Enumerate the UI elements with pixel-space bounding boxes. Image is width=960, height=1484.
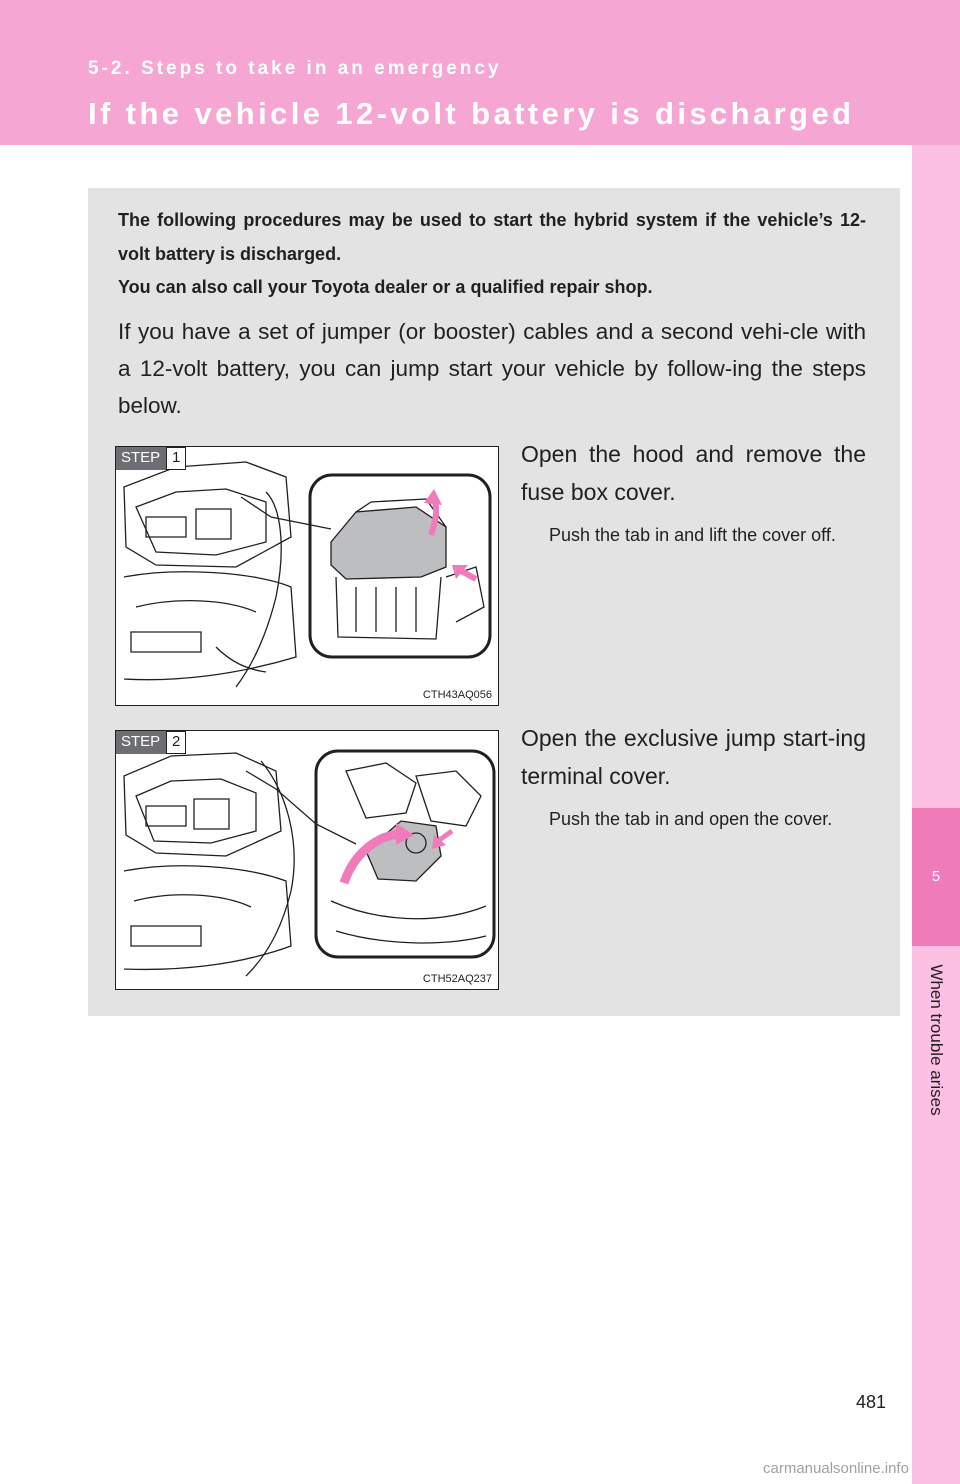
- page-title: If the vehicle 12-volt battery is discharged: [88, 96, 855, 131]
- step-1-badge-number: 1: [166, 447, 186, 470]
- intro-bold-text: The following procedures may be used to start the hybrid system if the vehicle’s 12-volt battery is discharged.: [118, 210, 866, 264]
- step-2-title: Open the exclusive jump start-ing terminal cover.: [521, 725, 866, 789]
- intro-body-text: If you have a set of jumper (or booster) cables and a second vehi-cle with a 12-volt battery, you can jump start your vehicle by follow-ing the steps below.: [118, 319, 866, 418]
- step-2-note: Push the tab in and open the cover.: [549, 809, 833, 829]
- step-2-badge-label: STEP: [116, 731, 166, 754]
- step-2-badge-number: 2: [166, 731, 186, 754]
- page-header: [0, 0, 960, 145]
- engine-bay-illustration-2: [116, 731, 499, 990]
- intro-bold-text-2: You can also call your Toyota dealer or a qualified repair shop.: [118, 277, 653, 297]
- step-2-figure: [115, 730, 499, 990]
- step-1-title: Open the hood and remove the fuse box cover.: [521, 441, 866, 505]
- step-2-badge: [116, 731, 186, 754]
- watermark-link[interactable]: carmanualsonline.info: [763, 1460, 909, 1477]
- step-1-figure: [115, 446, 499, 706]
- chapter-title: When trouble arises: [927, 964, 946, 1116]
- chapter-number: 5: [931, 868, 941, 885]
- step-1-badge: [116, 447, 186, 470]
- step-1-note: Push the tab in and lift the cover off.: [549, 525, 836, 545]
- chapter-tab[interactable]: [912, 808, 960, 946]
- section-label: 5-2. Steps to take in an emergency: [88, 58, 502, 79]
- engine-bay-illustration-1: [116, 447, 499, 706]
- step-2-figure-code: CTH52AQ237: [422, 973, 492, 985]
- page-number: 481: [856, 1392, 887, 1412]
- step-1-badge-label: STEP: [116, 447, 166, 470]
- step-1-figure-code: CTH43AQ056: [422, 689, 492, 701]
